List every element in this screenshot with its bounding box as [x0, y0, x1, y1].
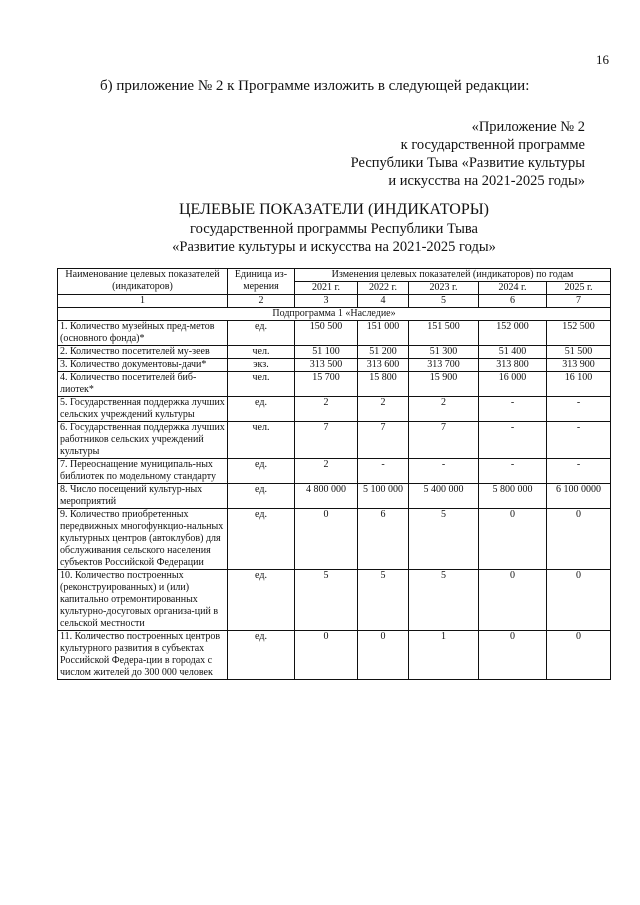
indicator-value: 16 000 — [479, 372, 547, 397]
indicator-value: - — [547, 459, 611, 484]
table-row — [58, 321, 611, 346]
indicator-unit: экз. — [228, 359, 295, 372]
table-row — [58, 372, 611, 397]
indicator-name: 1. Количество музейных пред-метов (основного фонда)* — [58, 321, 228, 346]
header-year: 2022 г. — [358, 282, 409, 295]
table-row — [58, 484, 611, 509]
indicators-table — [57, 268, 611, 680]
indicator-unit: ед. — [228, 484, 295, 509]
column-number: 3 — [295, 295, 358, 308]
indicator-unit: ед. — [228, 397, 295, 422]
indicator-value: 6 — [358, 509, 409, 570]
indicator-value: 15 700 — [295, 372, 358, 397]
indicator-value: - — [547, 422, 611, 459]
indicator-value: 151 500 — [409, 321, 479, 346]
column-number: 2 — [228, 295, 295, 308]
header-year: 2023 г. — [409, 282, 479, 295]
document-title — [60, 200, 608, 256]
appendix-line-4: и искусства на 2021-2025 годы» — [388, 173, 585, 189]
indicator-value: 7 — [358, 422, 409, 459]
indicator-value: 1 — [409, 631, 479, 680]
indicator-value: 5 800 000 — [479, 484, 547, 509]
indicator-value: - — [479, 422, 547, 459]
header-year: 2021 г. — [295, 282, 358, 295]
table-row — [58, 570, 611, 631]
indicator-value: 2 — [409, 397, 479, 422]
indicator-name: 7. Переоснащение муниципаль-ных библиотек по модельному стандарту — [58, 459, 228, 484]
indicator-name: 9. Количество приобретенных передвижных многофункцио-нальных культурных центров (автоклубов) для обслуживания сельского населения субъектов Российской Федерации — [58, 509, 228, 570]
indicator-name: 10. Количество построенных (реконструированных) и (или) капитально отремонтированных культурно-досуговых организа-ций в сельской местности — [58, 570, 228, 631]
header-unit: Единица из-мерения — [228, 269, 295, 295]
table-row — [58, 509, 611, 570]
column-number: 1 — [58, 295, 228, 308]
indicator-value: 152 500 — [547, 321, 611, 346]
header-year: 2024 г. — [479, 282, 547, 295]
indicator-unit: ед. — [228, 631, 295, 680]
header-changes: Изменения целевых показателей (индикаторов) по годам — [295, 269, 611, 282]
indicator-value: 0 — [479, 570, 547, 631]
table-row — [58, 397, 611, 422]
indicator-name: 11. Количество построенных центров культурного развития в субъектах Российской Федера-ции в городах с числом жителей до 300 000 человек — [58, 631, 228, 680]
indicator-value: - — [409, 459, 479, 484]
indicator-value: 6 100 0000 — [547, 484, 611, 509]
indicator-unit: чел. — [228, 422, 295, 459]
indicator-value: 0 — [547, 509, 611, 570]
column-numbers-row — [58, 295, 611, 308]
column-number: 5 — [409, 295, 479, 308]
column-number: 7 — [547, 295, 611, 308]
indicator-value: 151 000 — [358, 321, 409, 346]
indicator-name: 4. Количество посетителей биб-лиотек* — [58, 372, 228, 397]
indicator-value: 0 — [479, 509, 547, 570]
indicator-value: 5 400 000 — [409, 484, 479, 509]
header-year: 2025 г. — [547, 282, 611, 295]
indicator-value: 51 100 — [295, 346, 358, 359]
indicator-value: 313 800 — [479, 359, 547, 372]
indicator-unit: чел. — [228, 372, 295, 397]
appendix-line-1: «Приложение № 2 — [471, 119, 585, 135]
indicator-value: 313 600 — [358, 359, 409, 372]
indicator-value: 5 — [358, 570, 409, 631]
table-row — [58, 346, 611, 359]
indicator-value: 5 100 000 — [358, 484, 409, 509]
indicator-value: 4 800 000 — [295, 484, 358, 509]
indicator-value: 16 100 — [547, 372, 611, 397]
indicator-value: - — [547, 397, 611, 422]
indicator-value: 313 900 — [547, 359, 611, 372]
indicator-value: 2 — [295, 459, 358, 484]
table-row — [58, 459, 611, 484]
indicator-value: 7 — [409, 422, 479, 459]
indicator-value: 313 500 — [295, 359, 358, 372]
indicator-value: 15 800 — [358, 372, 409, 397]
indicator-value: 51 200 — [358, 346, 409, 359]
table-row — [58, 422, 611, 459]
indicator-value: 2 — [358, 397, 409, 422]
indicator-name: 5. Государственная поддержка лучших сельских учреждений культуры — [58, 397, 228, 422]
page-number: 16 — [596, 52, 609, 67]
indicator-value: 5 — [409, 509, 479, 570]
table-row — [58, 631, 611, 680]
indicator-unit: ед. — [228, 509, 295, 570]
title-sub-2: «Развитие культуры и искусства на 2021-2025 годы» — [172, 239, 496, 255]
column-number: 6 — [479, 295, 547, 308]
appendix-note — [300, 118, 585, 190]
indicator-value: - — [479, 459, 547, 484]
indicator-unit: чел. — [228, 346, 295, 359]
indicator-value: 5 — [295, 570, 358, 631]
indicator-value: 0 — [547, 570, 611, 631]
appendix-line-2: к государственной программе — [400, 137, 585, 153]
appendix-line-3: Республики Тыва «Развитие культуры — [350, 155, 585, 171]
indicator-value: 150 500 — [295, 321, 358, 346]
subprogram-row — [58, 308, 611, 321]
indicator-unit: ед. — [228, 459, 295, 484]
indicator-value: 0 — [295, 509, 358, 570]
indicator-name: 6. Государственная поддержка лучших работников сельских учреждений культуры — [58, 422, 228, 459]
title-main: ЦЕЛЕВЫЕ ПОКАЗАТЕЛИ (ИНДИКАТОРЫ) — [178, 201, 489, 218]
indicator-value: 5 — [409, 570, 479, 631]
indicator-value: 152 000 — [479, 321, 547, 346]
indicator-value: 51 500 — [547, 346, 611, 359]
indicator-name: 3. Количество документовы-дачи* — [58, 359, 228, 372]
indicator-value: 0 — [358, 631, 409, 680]
header-name: Наименование целевых показателей (индикаторов) — [58, 269, 228, 295]
indicator-value: 0 — [547, 631, 611, 680]
indicator-value: 15 900 — [409, 372, 479, 397]
subprogram-title: Подпрограмма 1 «Наследие» — [58, 308, 611, 321]
indicator-value: 0 — [295, 631, 358, 680]
table-row — [58, 359, 611, 372]
indicator-value: 7 — [295, 422, 358, 459]
indicator-value: 0 — [479, 631, 547, 680]
intro-text: б) приложение № 2 к Программе изложить в следующей редакции: — [100, 78, 530, 94]
indicator-name: 8. Число посещений культур-ных мероприятий — [58, 484, 228, 509]
indicator-value: 313 700 — [409, 359, 479, 372]
indicator-unit: ед. — [228, 570, 295, 631]
title-sub-1: государственной программы Республики Тыва — [190, 221, 478, 237]
indicator-value: - — [358, 459, 409, 484]
header-row — [58, 269, 611, 282]
indicator-value: - — [479, 397, 547, 422]
indicator-value: 51 300 — [409, 346, 479, 359]
indicator-value: 51 400 — [479, 346, 547, 359]
indicator-unit: ед. — [228, 321, 295, 346]
indicator-name: 2. Количество посетителей му-зеев — [58, 346, 228, 359]
indicator-value: 2 — [295, 397, 358, 422]
column-number: 4 — [358, 295, 409, 308]
